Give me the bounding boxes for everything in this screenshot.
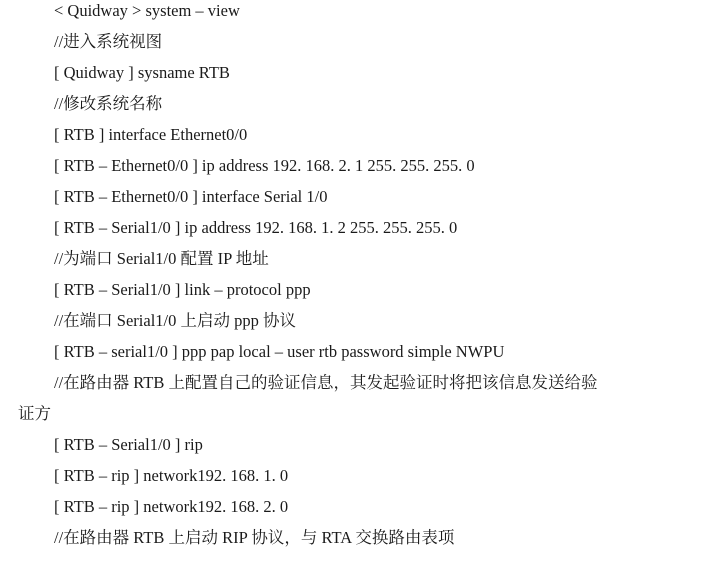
cli-command-serial-ip-address: [ RTB – Serial1/0 ] ip address 192. 168. 1. 2 255. 255. 255. 0	[54, 218, 458, 237]
cli-command-rip-network-2: [ RTB – rip ] network192. 168. 2. 0	[54, 497, 289, 516]
cli-command-rip: [ RTB – Serial1/0 ] rip	[54, 435, 203, 454]
cli-command-rip-network-1: [ RTB – rip ] network192. 168. 1. 0	[54, 466, 289, 485]
comment-auth-info-continued: 证方	[18, 404, 51, 423]
comment-enable-rip: //在路由器 RTB 上启动 RIP 协议，与 RTA 交换路由表项	[54, 528, 455, 547]
cli-command-eth-ip-address: [ RTB – Ethernet0/0 ] ip address 192. 168. 2. 1 255. 255. 255. 0	[54, 156, 475, 175]
cli-command-interface-serial: [ RTB – Ethernet0/0 ] interface Serial 1/0	[54, 187, 328, 206]
cli-command-interface-eth: [ RTB ] interface Ethernet0/0	[54, 125, 248, 144]
cli-command-link-protocol: [ RTB – Serial1/0 ] link – protocol ppp	[54, 280, 311, 299]
comment-modify-system-name: //修改系统名称	[54, 94, 163, 113]
cli-command-sysname: [ Quidway ] sysname RTB	[54, 63, 230, 82]
cli-command-system-view: < Quidway > system – view	[54, 1, 240, 20]
cli-command-ppp-pap: [ RTB – serial1/0 ] ppp pap local – user rtb password simple NWPU	[54, 342, 505, 361]
comment-configure-ip: //为端口 Serial1/0 配置 IP 地址	[54, 249, 269, 268]
comment-auth-info: //在路由器 RTB 上配置自己的验证信息，其发起验证时将把该信息发送给验	[54, 373, 598, 392]
comment-enable-ppp: //在端口 Serial1/0 上启动 ppp 协议	[54, 311, 296, 330]
comment-enter-system-view: //进入系统视图	[54, 32, 163, 51]
